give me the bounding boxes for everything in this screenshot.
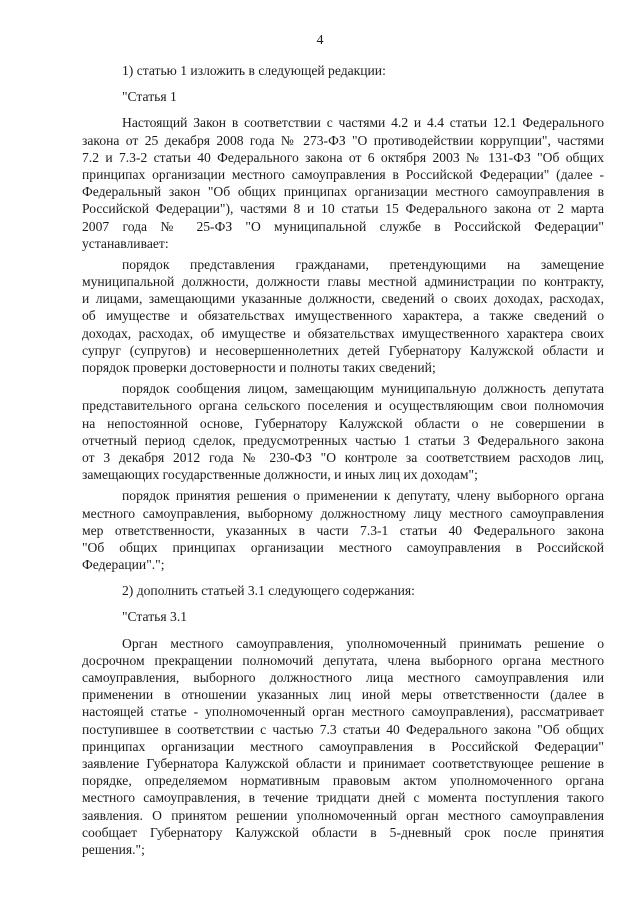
paragraph-article-3-1-body xyxy=(82,635,604,858)
text-line: принципах организации местного самоуправления в Российской Федерации" xyxy=(82,738,604,754)
text-line: порядок проверки достоверности и полноты таких сведений; xyxy=(82,360,436,375)
text-line: замещающих государственные должности, и иных лиц их доходам"; xyxy=(82,467,478,483)
text-line: сообщает Губернатору Калужской области в 5-дневный срок после принятия xyxy=(82,824,604,840)
text-line: Федерации"."; xyxy=(82,557,165,573)
text-line: порядок представления гражданами, претендующими на замещение xyxy=(122,256,604,272)
page-number: 4 xyxy=(316,33,324,48)
text-line: Российской Федерации"), частями 8 и 10 статьи 15 Федерального закона от 2 марта xyxy=(82,201,604,217)
text-line: местного самоуправления, выборному должностному лицу местного самоуправления xyxy=(82,505,604,521)
paragraph-article-3-1-heading xyxy=(82,608,604,625)
text-line: самоуправления, выборного должностного лица местного самоуправления или xyxy=(82,670,604,685)
paragraph-reporting-procedure xyxy=(82,256,604,376)
text-line: Настоящий Закон в соответствии с частями 4.2 и 4.4 статьи 12.1 Федерального xyxy=(122,115,604,131)
text-line: заявления. О принятом решении уполномоченный орган местного самоуправления xyxy=(82,807,604,823)
text-line: порядке, определяемом нормативным правовым актом уполномоченного органа xyxy=(82,773,604,789)
text-line: Федеральный закон "Об общих принципах организации местного самоуправления в xyxy=(82,184,604,200)
text-line: местного самоуправления, в течение тридцати дней с момента поступления такого xyxy=(82,790,604,806)
paragraph-decision-procedure xyxy=(82,487,604,573)
paragraph-amend-article-1 xyxy=(82,62,604,79)
paragraph-notification-procedure xyxy=(82,380,604,483)
text-line: настоящей статье - уполномоченный орган местного самоуправления), рассматривает xyxy=(82,704,604,720)
text-line: "Об общих принципах организации местного самоуправления в Российской xyxy=(82,539,604,555)
text-line: мер ответственности, указанных в части 7.3-1 статьи 40 Федерального закона xyxy=(82,522,604,538)
text-line: муниципальной должности, должности главы местной администрации по контракту, xyxy=(82,274,604,290)
text-line: "Статья 1 xyxy=(122,89,177,105)
text-line: об имуществе и обязательствах имущественного характера, а также сведений о xyxy=(82,308,604,324)
document-body xyxy=(82,62,604,858)
text-line: поступившее в соответствии с частью 7.3 статьи 40 Федерального закона "Об общих xyxy=(82,721,604,737)
text-line: доходах, расходах, об имуществе и обязательствах имущественного характера своих xyxy=(82,325,604,341)
text-line: принципах организации местного самоуправления в Российской Федерации" (далее - xyxy=(82,166,604,182)
text-line: решения."; xyxy=(82,841,145,857)
text-line: досрочном прекращении полномочий депутата, члена выборного органа местного xyxy=(82,652,604,668)
text-line: на непостоянной основе, Губернатору Калужской области о не совершении в xyxy=(82,415,604,431)
text-line: применении в отношении указанных лиц иной меры ответственности (далее в xyxy=(82,687,604,703)
text-line: представительного органа сельского поселения и осуществляющим свои полномочия xyxy=(82,398,604,414)
text-line: Орган местного самоуправления, уполномоченный принимать решение о xyxy=(122,635,604,651)
text-line: 2007 года № 25-ФЗ "О муниципальной службе в Российской Федерации" xyxy=(82,218,604,234)
text-line: заявление Губернатора Калужской области и принимает соответствующее решение в xyxy=(82,755,604,771)
text-line: закона от 25 декабря 2008 года № 273-ФЗ "О противодействии коррупции", частями xyxy=(82,132,604,148)
paragraph-article-1-body xyxy=(82,114,604,252)
text-line: и лицами, замещающими указанные должности, сведений о своих доходах, расходах, xyxy=(82,291,604,307)
text-line: 2) дополнить статьей 3.1 следующего содержания: xyxy=(122,583,415,599)
text-line: супруг (супругов) и несовершеннолетних детей Губернатору Калужской области и xyxy=(82,342,604,358)
text-line: устанавливает: xyxy=(82,235,169,251)
paragraph-article-1-heading xyxy=(82,88,604,105)
text-line: от 3 декабря 2012 года № 230-ФЗ "О контроле за соответствием расходов лиц, xyxy=(82,449,604,465)
text-line: "Статья 3.1 xyxy=(122,609,188,625)
text-line: 1) статью 1 изложить в следующей редакции: xyxy=(122,63,386,78)
paragraph-add-article-3-1 xyxy=(82,582,604,599)
text-line: отчетный период сделок, предусмотренных частью 1 статьи 3 Федерального закона xyxy=(82,432,604,448)
text-line: 7.2 и 7.3-2 статьи 40 Федерального закона от 6 октября 2003 № 131-ФЗ "Об общих xyxy=(82,149,604,165)
text-line: порядок принятия решения о применении к депутату, члену выборного органа xyxy=(122,488,604,504)
text-line: порядок сообщения лицом, замещающим муниципальную должность депутата xyxy=(122,381,604,397)
